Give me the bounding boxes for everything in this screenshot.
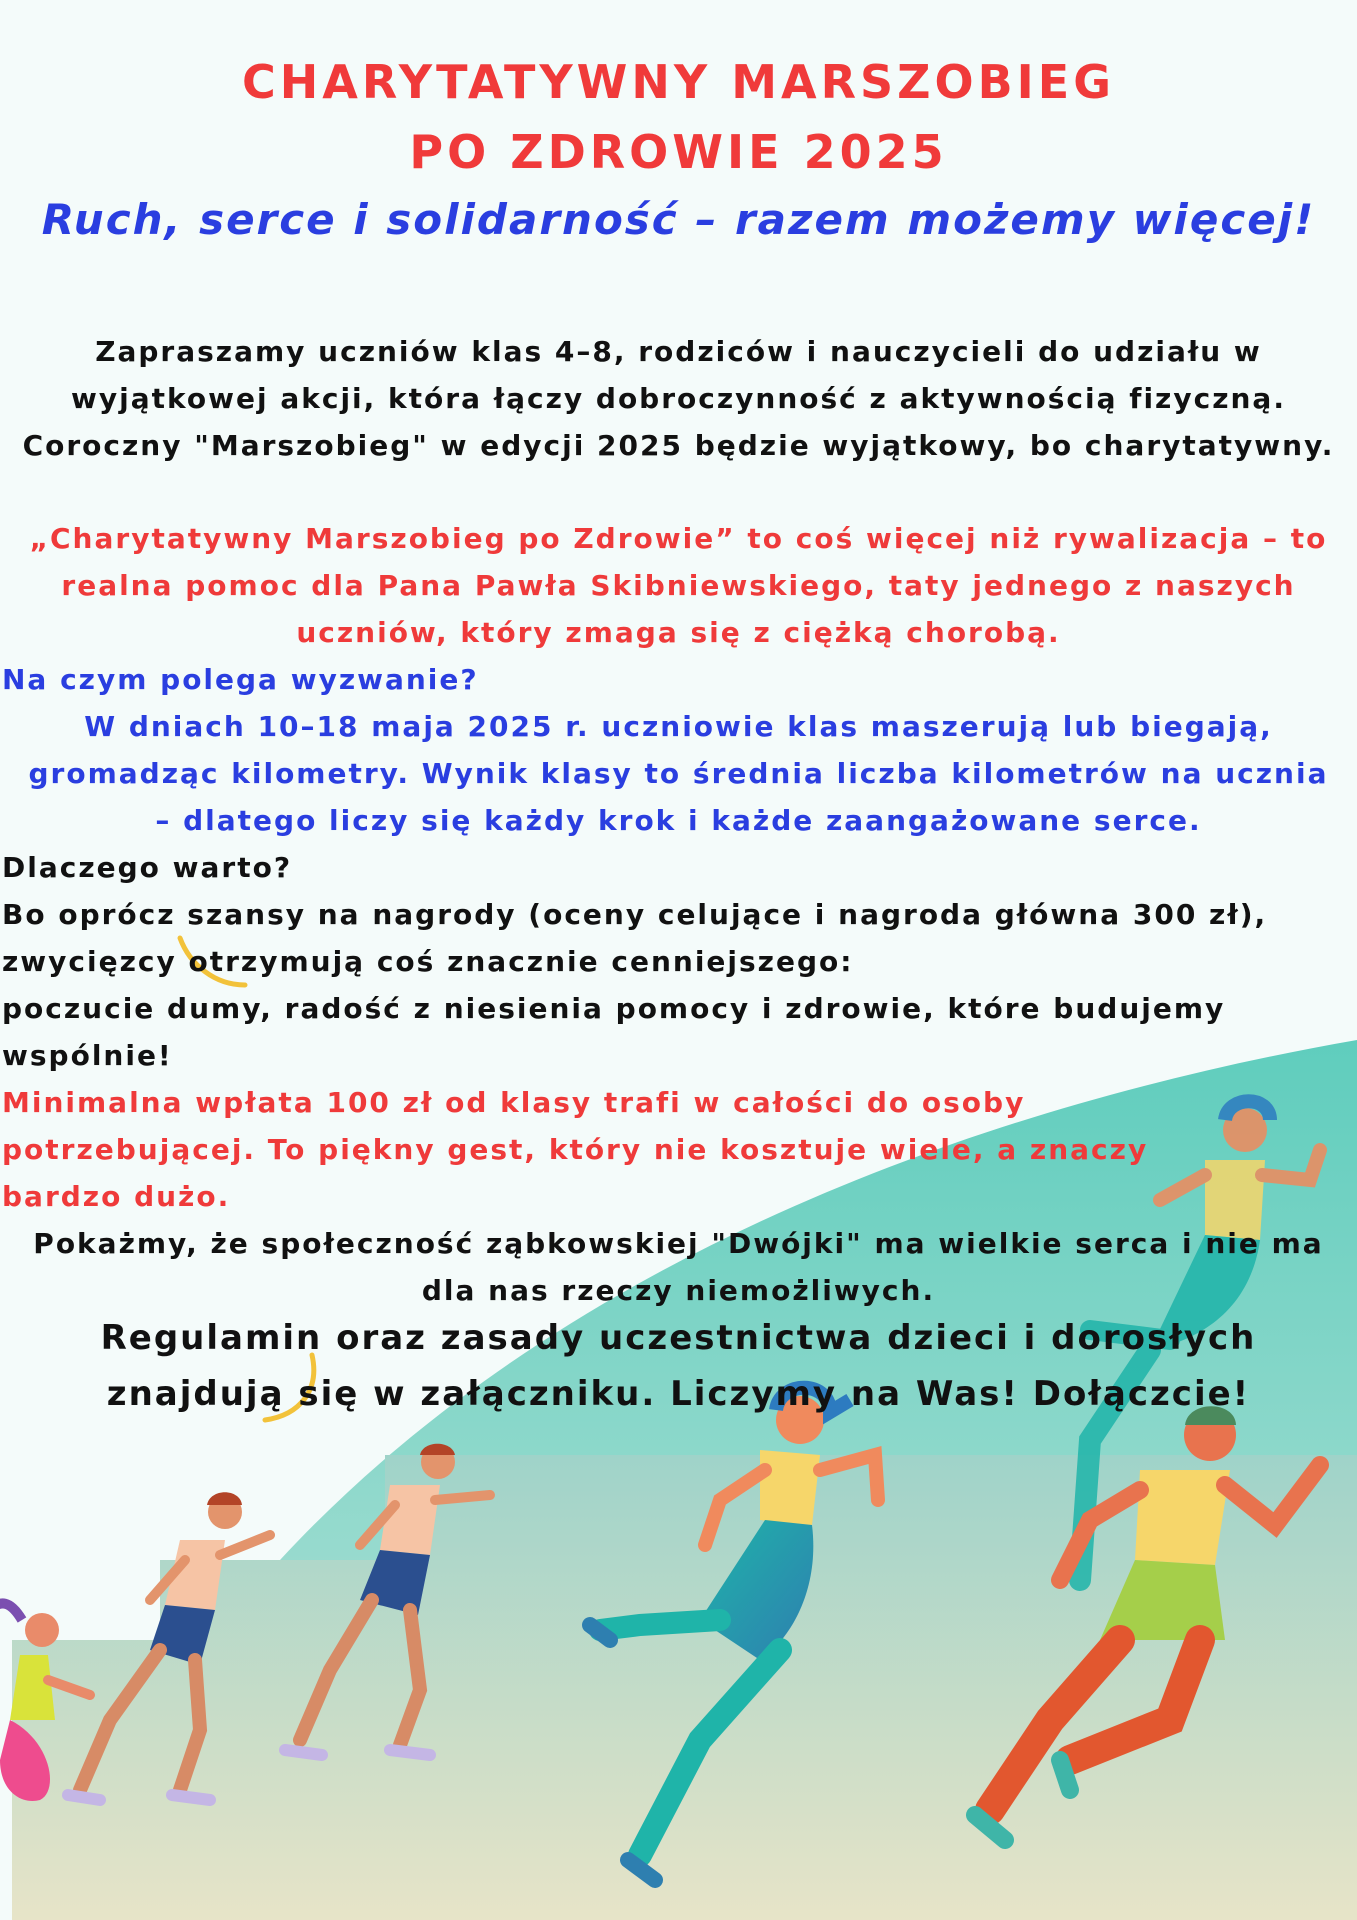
challenge-paragraph: W dniach 10–18 maja 2025 r. uczniowie klas maszerują lub biegają, gromadząc kilometry. Wynik klasy to średnia liczba kilometrów na ucznia – dlatego liczy się każdy krok i każde zaangażowane serce. [28,710,1329,837]
why-paragraph-2: poczucie dumy, radość z niesienia pomocy i zdrowie, które budujemy wspólnie! [2,992,1226,1072]
why-paragraph: Bo oprócz szansy na nagrody (oceny celujące i nagroda główna 300 zł), zwycięzcy otrzymują coś znacznie cenniejszego: [2,898,1268,978]
charity-paragraph: „Charytatywny Marszobieg po Zdrowie” to coś więcej niż rywalizacja – to realna pomoc dla Pana Pawła Skibniewskiego, taty jednego z naszych uczniów, który zmaga się z ciężką chorobą. [29,522,1328,649]
challenge-heading: Na czym polega wyzwanie? [2,663,479,696]
closing-paragraph: Regulamin oraz zasady uczestnictwa dzieci i dorosłych znajdują się w załączniku. Liczymy na Was! Dołączcie! [100,1318,1257,1414]
why-heading: Dlaczego warto? [2,851,293,884]
page-title-line2: PO ZDROWIE 2025 [409,125,948,179]
community-paragraph: Pokażmy, że społeczność ząbkowskiej "Dwójki" ma wielkie serca i nie ma dla nas rzeczy niemożliwych. [33,1227,1324,1307]
page-title-line1: CHARYTATYWNY MARSZOBIEG [242,55,1115,109]
intro-paragraph: Zapraszamy uczniów klas 4–8, rodziców i nauczycieli do udziału w wyjątkowej akcji, która łączy dobroczynność z aktywnością fizyczną. Coroczny "Marszobieg" w edycji 2025 będzie wyjątkowy, bo charytatywny. [22,335,1335,462]
page-subtitle: Ruch, serce i solidarność – razem możemy więcej! [41,195,1316,244]
donation-paragraph: Minimalna wpłata 100 zł od klasy trafi w całości do osoby potrzebującej. To piękny gest, który nie kosztuje wiele, a znaczy bardzo dużo. [2,1086,1149,1213]
